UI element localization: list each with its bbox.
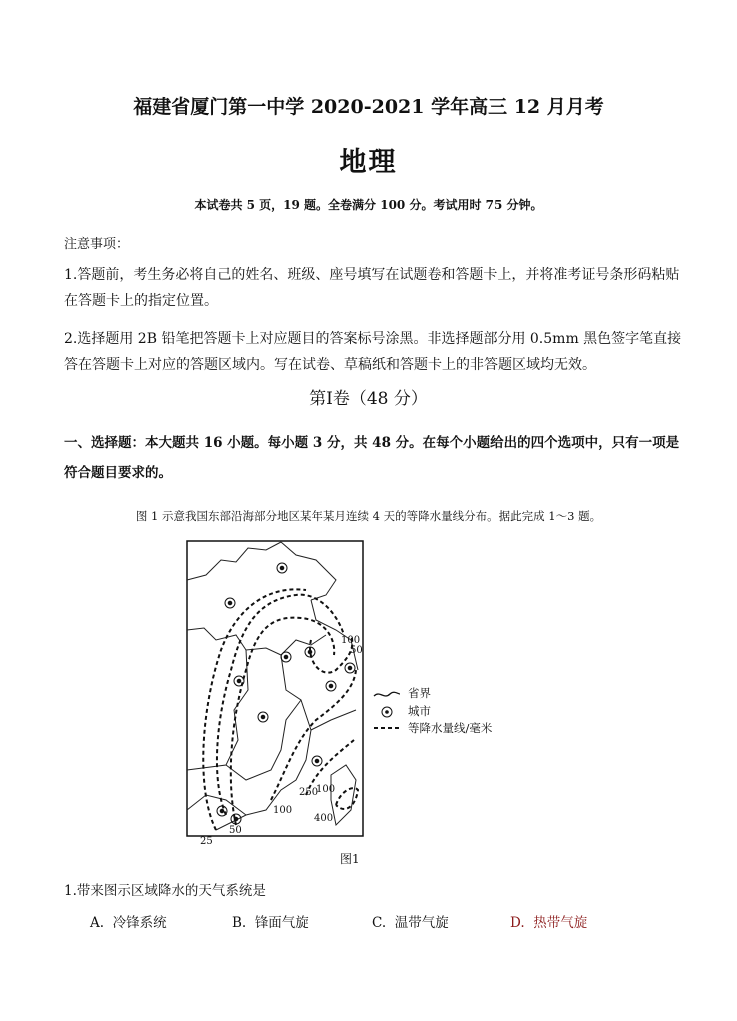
exam-info: 本试卷共 5 页，19 题。全卷满分 100 分。考试用时 75 分钟。: [194, 198, 543, 212]
option-d[interactable]: D. 热带气旋: [510, 915, 588, 931]
contour-label: 250: [299, 787, 319, 798]
contour-label: 100: [273, 805, 293, 816]
figure-description: 图 1 示意我国东部沿海部分地区某年某月连续 4 天的等降水量线分布。据此完成 1～3 题。: [135, 509, 602, 523]
legend-boundary: 省界: [408, 686, 431, 700]
figure-caption: 图1: [340, 852, 360, 866]
notice-heading: 注意事项：: [64, 237, 130, 252]
exam-title: 福建省厦门第一中学 2020-2021 学年高三 12 月月考: [133, 96, 604, 118]
section-title: 第Ⅰ卷（48 分）: [309, 389, 428, 409]
section-instruction: 一、选择题：本大题共 16 小题。每小题 3 分，共 48 分。在每个小题给出的四个选项中，只有一项是符合题目要求的。: [64, 435, 680, 481]
question-stem: 1.带来图示区域降水的天气系统是: [64, 883, 266, 899]
rainfall-map: [186, 540, 366, 847]
notice-item-1: 1.答题前，考生务必将自己的姓名、班级、座号填写在试题卷和答题卡上，并将准考证号条形码粘贴在答题卡上的指定位置。: [64, 267, 680, 309]
contour-label: 100: [341, 635, 361, 646]
legend-symbols: [372, 682, 402, 732]
legend-city: 城市: [408, 704, 431, 718]
boundary-symbol: [374, 692, 400, 696]
legend-isohyet: 等降水量线/毫米: [408, 721, 493, 735]
option-a[interactable]: A. 冷锋系统: [90, 915, 167, 931]
option-b[interactable]: B. 锋面气旋: [232, 915, 309, 931]
notice-item-2: 2.选择题用 2B 铅笔把答题卡上对应题目的答案标号涂黑。非选择题部分用 0.5mm 黑色签字笔直接答在答题卡上对应的答题区域内。写在试卷、草稿纸和答题卡上的非答题区域均无效。: [64, 331, 682, 373]
option-c[interactable]: C. 温带气旋: [372, 915, 449, 931]
contour-label: 50: [350, 645, 363, 656]
subject-title: 地理: [339, 147, 398, 178]
contour-label: 50: [229, 825, 242, 836]
contour-label: 25: [200, 836, 213, 847]
contour-label: 100: [316, 784, 336, 795]
contour-label: 400: [314, 813, 334, 824]
